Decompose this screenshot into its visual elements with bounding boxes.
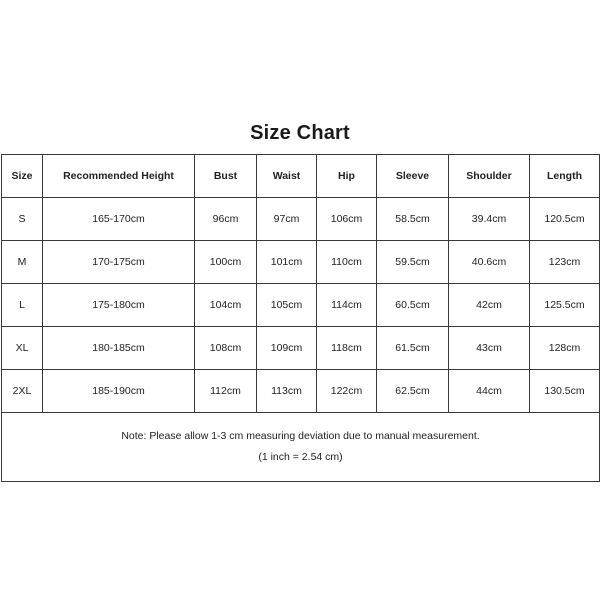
cell-sleeve: 62.5cm xyxy=(377,370,449,413)
cell-bust: 96cm xyxy=(195,198,257,241)
cell-bust: 104cm xyxy=(195,284,257,327)
cell-size: M xyxy=(2,241,43,284)
cell-size: XL xyxy=(2,327,43,370)
header-length: Length xyxy=(530,155,600,198)
table-row xyxy=(2,198,600,241)
conversion-note: (1 inch = 2.54 cm) xyxy=(258,451,343,463)
cell-bust: 112cm xyxy=(195,370,257,413)
cell-sleeve: 60.5cm xyxy=(377,284,449,327)
cell-height: 185-190cm xyxy=(43,370,195,413)
page-title: Size Chart xyxy=(250,122,350,144)
cell-bust: 100cm xyxy=(195,241,257,284)
cell-hip: 122cm xyxy=(317,370,377,413)
cell-waist: 105cm xyxy=(257,284,317,327)
cell-length: 130.5cm xyxy=(530,370,600,413)
cell-hip: 118cm xyxy=(317,327,377,370)
size-chart-table xyxy=(1,154,600,482)
table-header-row xyxy=(2,155,600,198)
header-sleeve: Sleeve xyxy=(377,155,449,198)
table-row xyxy=(2,370,600,413)
cell-hip: 106cm xyxy=(317,198,377,241)
table-row xyxy=(2,241,600,284)
cell-size: 2XL xyxy=(2,370,43,413)
cell-shoulder: 40.6cm xyxy=(449,241,530,284)
cell-shoulder: 43cm xyxy=(449,327,530,370)
header-recommended-height: Recommended Height xyxy=(43,155,195,198)
cell-hip: 110cm xyxy=(317,241,377,284)
cell-length: 128cm xyxy=(530,327,600,370)
cell-length: 123cm xyxy=(530,241,600,284)
header-waist: Waist xyxy=(257,155,317,198)
cell-size: S xyxy=(2,198,43,241)
header-shoulder: Shoulder xyxy=(449,155,530,198)
cell-height: 180-185cm xyxy=(43,327,195,370)
cell-length: 120.5cm xyxy=(530,198,600,241)
note-cell xyxy=(2,413,600,482)
header-hip: Hip xyxy=(317,155,377,198)
header-size: Size xyxy=(2,155,43,198)
cell-height: 170-175cm xyxy=(43,241,195,284)
cell-shoulder: 39.4cm xyxy=(449,198,530,241)
table-row xyxy=(2,327,600,370)
cell-shoulder: 42cm xyxy=(449,284,530,327)
cell-waist: 109cm xyxy=(257,327,317,370)
note-row xyxy=(2,413,600,482)
cell-bust: 108cm xyxy=(195,327,257,370)
cell-length: 125.5cm xyxy=(530,284,600,327)
header-bust: Bust xyxy=(195,155,257,198)
cell-waist: 97cm xyxy=(257,198,317,241)
cell-sleeve: 58.5cm xyxy=(377,198,449,241)
cell-shoulder: 44cm xyxy=(449,370,530,413)
cell-height: 165-170cm xyxy=(43,198,195,241)
note-text: Note: Please allow 1-3 cm measuring deviation due to manual measurement. xyxy=(121,430,480,442)
cell-height: 175-180cm xyxy=(43,284,195,327)
cell-waist: 101cm xyxy=(257,241,317,284)
table-row xyxy=(2,284,600,327)
cell-size: L xyxy=(2,284,43,327)
cell-hip: 114cm xyxy=(317,284,377,327)
cell-sleeve: 61.5cm xyxy=(377,327,449,370)
cell-waist: 113cm xyxy=(257,370,317,413)
cell-sleeve: 59.5cm xyxy=(377,241,449,284)
